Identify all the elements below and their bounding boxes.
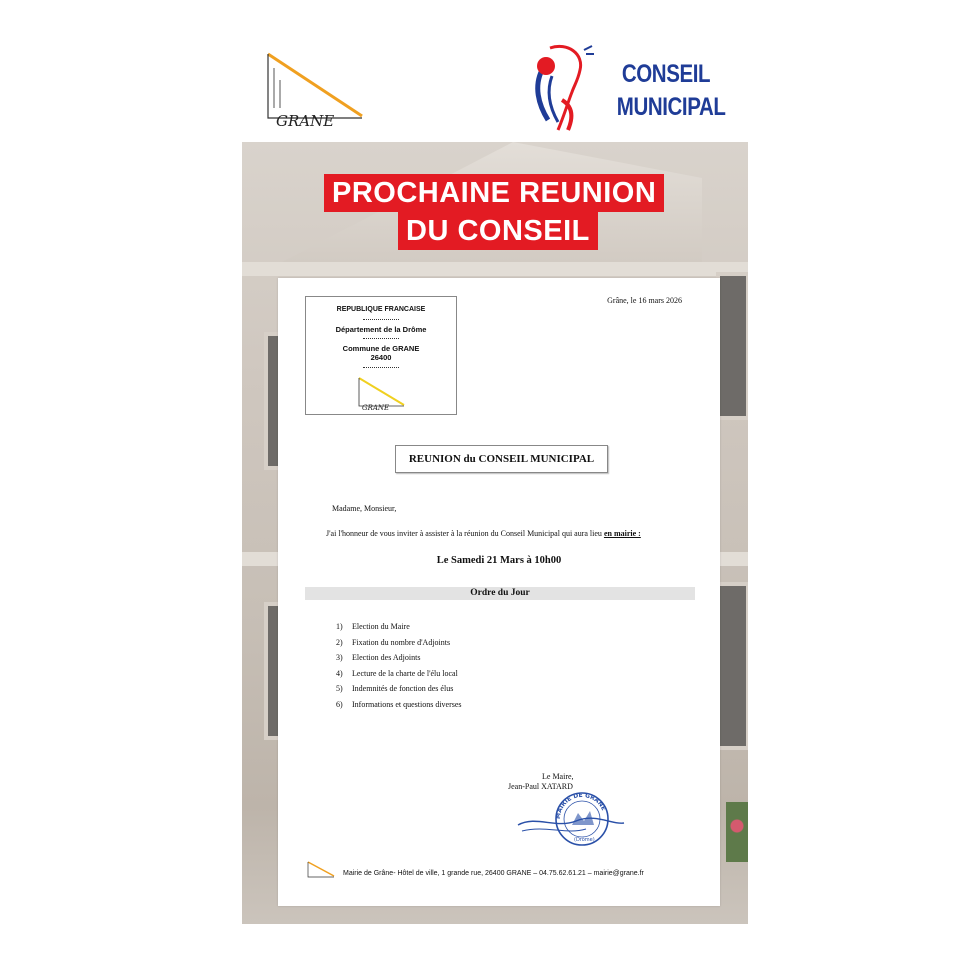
agenda-item bbox=[336, 653, 462, 669]
departement-label: Département de la Drôme bbox=[335, 325, 427, 334]
letter-date: Grâne, le 16 mars 2026 bbox=[607, 296, 682, 305]
agenda-item-text: Election des Adjoints bbox=[352, 653, 421, 662]
agenda-item-number: 5) bbox=[336, 684, 343, 693]
invitation-body: J'ai l'honneur de vous inviter à assister à la réunion du Conseil Municipal qui aura lieu bbox=[326, 529, 604, 538]
agenda-item-text: Indemnités de fonction des élus bbox=[352, 684, 454, 693]
meeting-datetime: Le Samedi 21 Mars à 10h00 bbox=[436, 555, 562, 566]
republique-label: REPUBLIQUE FRANCAISE bbox=[336, 306, 426, 313]
letter-title: REUNION du CONSEIL MUNICIPAL bbox=[395, 445, 608, 473]
divider bbox=[363, 367, 399, 368]
agenda-item-number: 6) bbox=[336, 699, 343, 709]
commune-label: Commune de GRANE bbox=[342, 344, 420, 353]
postal-code: 26400 bbox=[370, 353, 392, 362]
municipal-line: MUNICIPAL bbox=[616, 93, 726, 121]
banner-line-1: PROCHAINE REUNION bbox=[324, 174, 664, 212]
flowers bbox=[726, 802, 748, 862]
stamp-text: MAIRIE DE GRANE bbox=[554, 791, 608, 820]
agenda-title: Ordre du Jour bbox=[305, 587, 695, 600]
letter-header-box bbox=[305, 296, 457, 415]
agenda-item-text: Lecture de la charte de l'élu local bbox=[352, 668, 458, 678]
convocation-letter bbox=[278, 278, 720, 906]
grane-logo-text: GRANE bbox=[276, 112, 335, 130]
agenda-item-number: 4) bbox=[336, 668, 343, 678]
mayor-stamp-signature bbox=[516, 785, 626, 849]
agenda-item-text: Fixation du nombre d'Adjoints bbox=[352, 637, 451, 647]
grane-small-logo-text: GRANE bbox=[362, 404, 390, 411]
banner-line-2: DU CONSEIL bbox=[398, 212, 598, 250]
agenda-item-number: 2) bbox=[336, 637, 343, 647]
building-window bbox=[716, 272, 748, 420]
grane-logo bbox=[262, 48, 372, 132]
divider bbox=[363, 319, 399, 320]
conseil-line: CONSEIL bbox=[621, 60, 711, 88]
building-cornice bbox=[242, 262, 748, 276]
greeting: Madame, Monsieur, bbox=[332, 504, 397, 513]
agenda-item-text: Election du Maire bbox=[352, 622, 410, 631]
invitation-place: en mairie : bbox=[603, 529, 641, 538]
divider bbox=[363, 338, 399, 339]
agenda-item bbox=[336, 622, 462, 638]
agenda-item-text: Informations et questions diverses bbox=[352, 699, 462, 709]
building-window bbox=[716, 582, 748, 750]
agenda-list bbox=[336, 622, 462, 715]
agenda-item-number: 3) bbox=[336, 653, 343, 662]
grane-small-logo bbox=[356, 375, 408, 411]
signature-name: Jean-Paul XATARD bbox=[508, 782, 573, 791]
agenda-item-number: 1) bbox=[336, 622, 343, 631]
agenda-item bbox=[336, 638, 462, 654]
agenda-item bbox=[336, 669, 462, 685]
marianne-icon bbox=[528, 40, 598, 136]
signature-title: Le Maire, bbox=[542, 772, 574, 781]
agenda-item bbox=[336, 700, 462, 716]
letter-footer: Mairie de Grâne- Hôtel de ville, 1 grande rue, 26400 GRANE – 04.75.62.61.21 – mairie@grane.fr bbox=[343, 870, 644, 877]
conseil-municipal-title bbox=[616, 58, 726, 124]
stamp-subtext: (Drôme) bbox=[574, 837, 595, 843]
agenda-item bbox=[336, 684, 462, 700]
footer-grane-logo bbox=[306, 860, 336, 880]
invitation-text bbox=[326, 529, 641, 538]
